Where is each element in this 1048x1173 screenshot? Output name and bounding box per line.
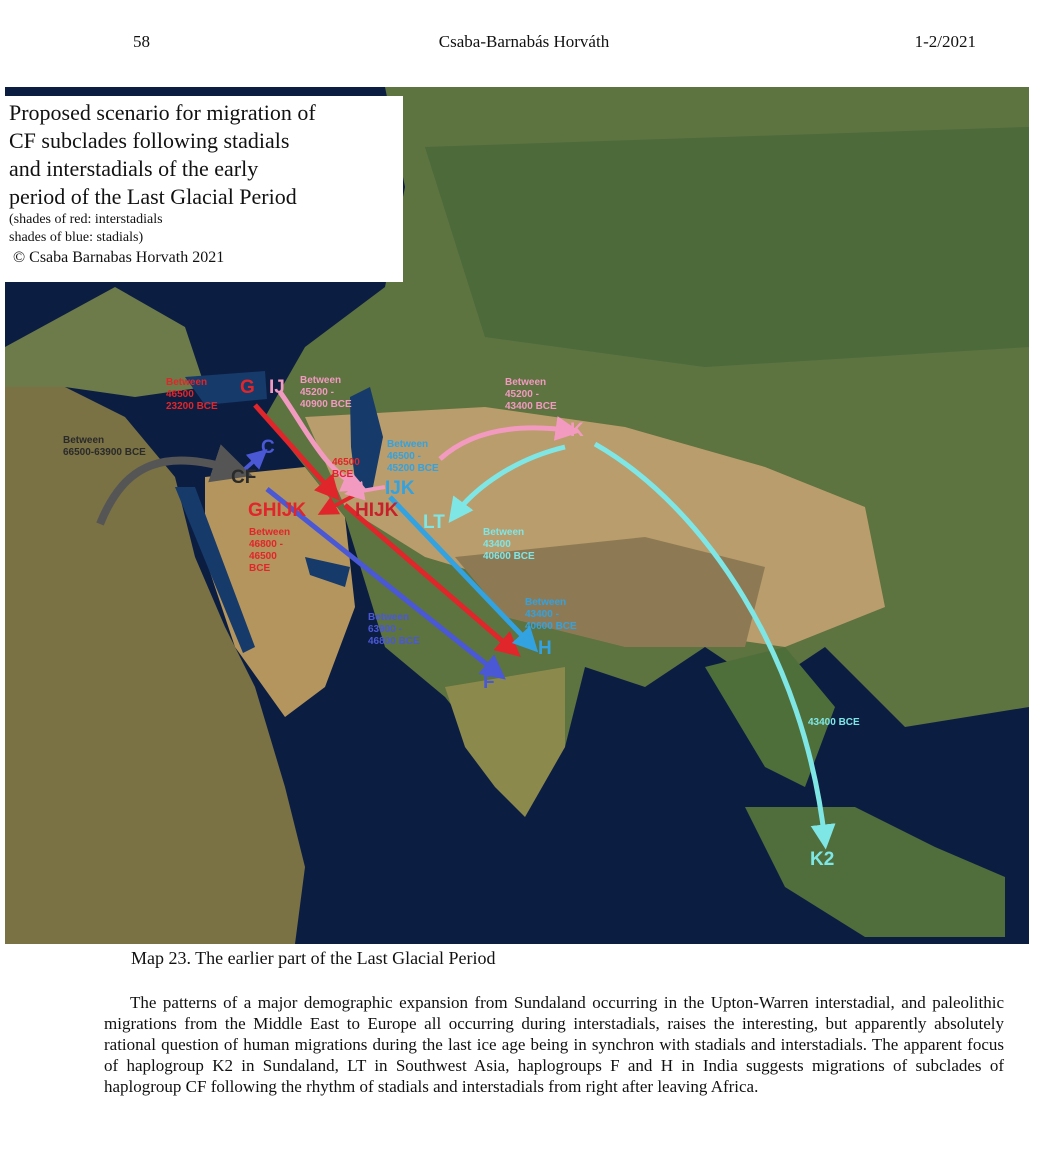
label-c: C <box>261 437 275 458</box>
date-ghijk: Between 46800 - 46500 BCE <box>249 527 291 574</box>
date-hijk: 46500 BCE <box>332 457 360 480</box>
label-k2: K2 <box>810 849 835 870</box>
legend-title-line: Proposed scenario for migration of <box>9 100 316 125</box>
date-f: Between 63900 - 46800 BCE <box>368 612 420 647</box>
date-cf: Between 66500-63900 BCE <box>63 435 146 458</box>
date-h: Between 43400 - 40600 BCE <box>525 597 577 632</box>
legend-title-line: period of the Last Glacial Period <box>9 184 297 209</box>
migration-map <box>5 87 1029 944</box>
date-k: Between 45200 - 43400 BCE <box>505 377 557 412</box>
label-lt: LT <box>423 512 445 533</box>
page-number: 58 <box>133 32 150 51</box>
label-ghijk: GHIJK <box>248 500 307 521</box>
legend-copyright: © Csaba Barnabas Horvath 2021 <box>13 249 225 266</box>
running-header <box>0 32 1048 58</box>
figure-caption: Map 23. The earlier part of the Last Glacial Period <box>131 948 496 968</box>
date-lt: Between 43400 40600 BCE <box>483 527 535 562</box>
issue-number: 1-2/2021 <box>914 32 976 51</box>
legend-title-line: CF subclades following stadials <box>9 128 290 153</box>
legend-note-line: (shades of red: interstadials <box>9 212 163 227</box>
body-paragraph: The patterns of a major demographic expansion from Sundaland occurring in the Upton-Warren interstadial, and paleolithic migrations from the Middle East to Europe all occurring during interstadials, raises the interesting, but apparently absolutely rational question of human migrations during the last ice age being in synchron with stadials and interstadials. The apparent focus of haplogroup K2 in Sundaland, LT in Southwest Asia, haplogroups F and H in India suggests migrations of subclades of haplogroup CF following the rhythm of stadials and interstadials from right after leaving Africa. <box>104 993 1004 1096</box>
date-ijk: Between 46500 - 45200 BCE <box>387 439 439 474</box>
date-k2: 43400 BCE <box>808 717 860 728</box>
legend-title-line: and interstadials of the early <box>9 156 259 181</box>
label-h: H <box>538 638 552 659</box>
label-f: F <box>483 672 495 693</box>
label-k: K <box>570 420 584 441</box>
date-ij: Between 45200 - 40900 BCE <box>300 375 352 410</box>
label-ijk: IJK <box>385 478 415 499</box>
label-g: G <box>240 377 255 398</box>
author-name: Csaba-Barnabás Horváth <box>438 32 610 51</box>
label-cf: CF <box>231 467 257 488</box>
label-hijk: HIJK <box>355 500 399 521</box>
label-ij: IJ <box>269 377 285 398</box>
land-siberia <box>425 127 1029 367</box>
legend-note-line: shades of blue: stadials) <box>9 230 144 245</box>
date-g: Between 46500 23200 BCE <box>166 377 218 412</box>
map-legend <box>5 96 403 282</box>
